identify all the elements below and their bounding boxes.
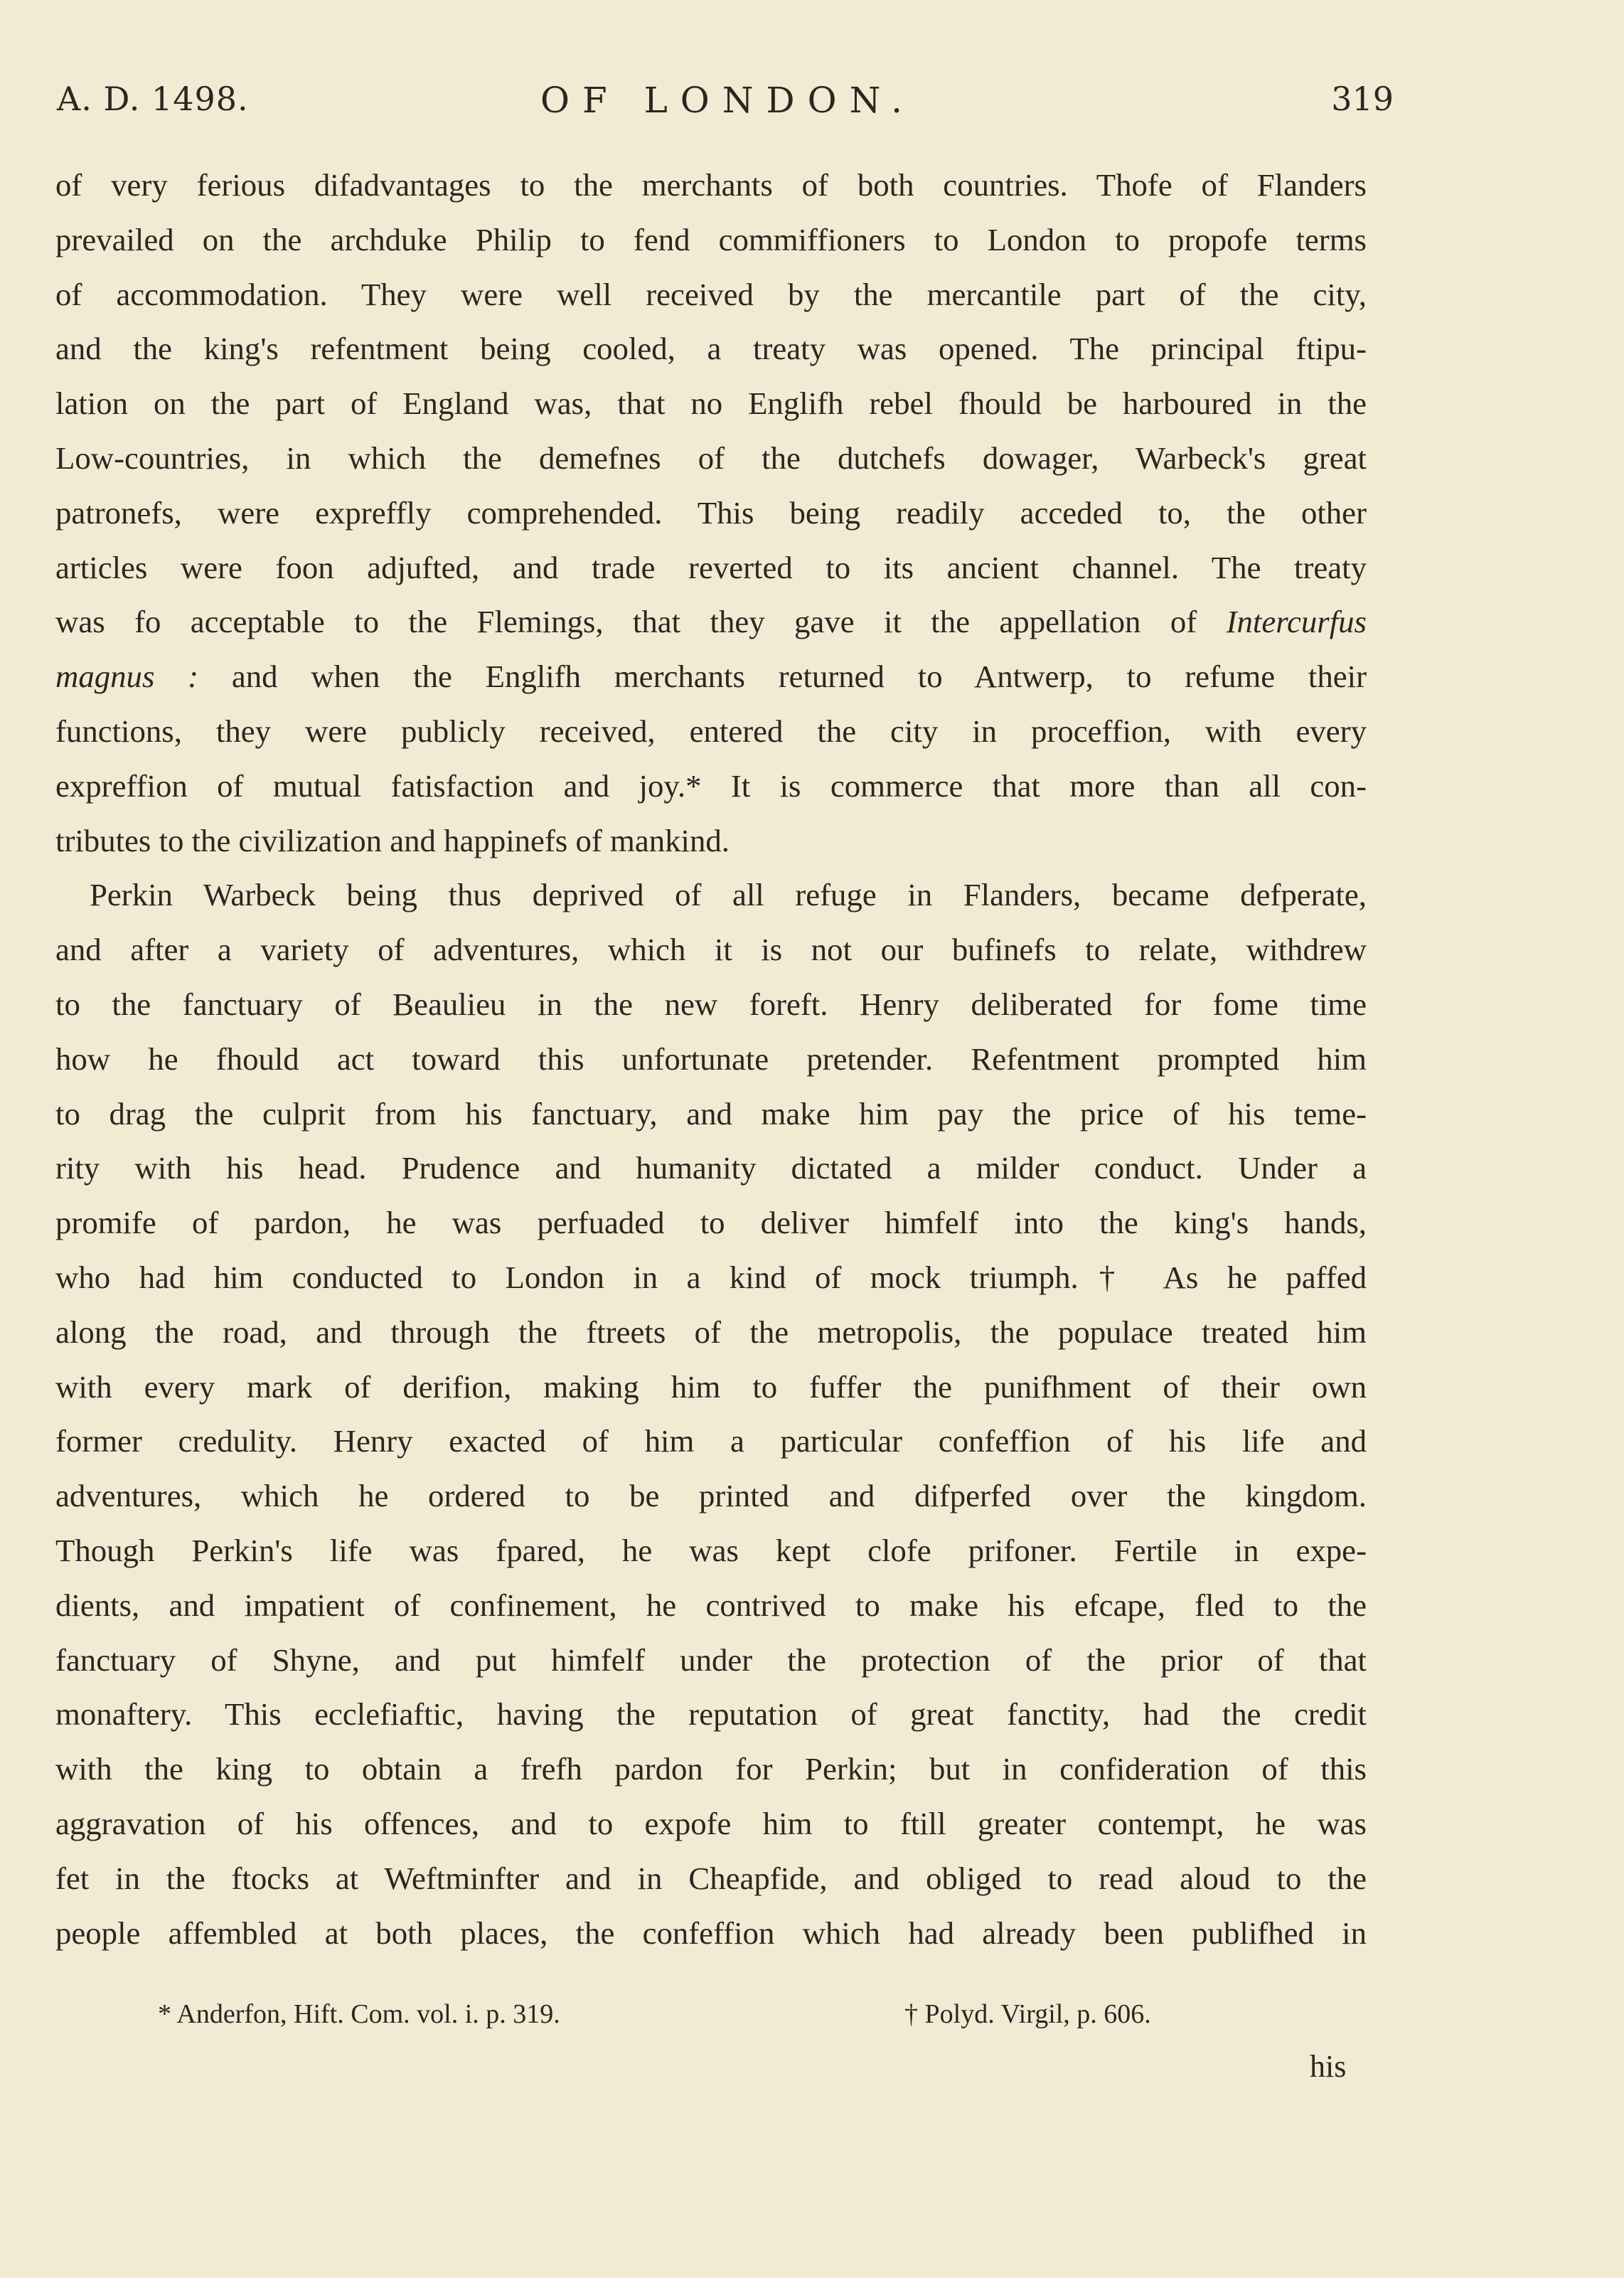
paragraph-start-line: Perkin Warbeck being thus deprived of all refuge in Flanders, became defperate, bbox=[90, 877, 1367, 913]
header-title: OF LONDON. bbox=[540, 80, 916, 121]
text-line: with the king to obtain a frefh pardon for Perkin; but in confideration of this bbox=[55, 1751, 1367, 1787]
text-line: fet in the ftocks at Weftminfter and in Cheapfide, and obliged to read aloud to the bbox=[55, 1860, 1367, 1896]
text-line: people affembled at both places, the confeffion which had already been publifhed in bbox=[55, 1915, 1367, 1951]
text-line: aggravation of his offences, and to expofe him to ftill greater contempt, he was bbox=[55, 1805, 1367, 1841]
text-line: with every mark of derifion, making him to fuffer the punifhment of their own bbox=[55, 1368, 1367, 1405]
text-line bbox=[55, 595, 1367, 649]
text-line: and after a variety of adventures, which it is not our bufinefs to relate, withdrew bbox=[55, 932, 1367, 968]
text-line: patronefs, were expreffly comprehended. This being readily acceded to, the other bbox=[55, 494, 1367, 531]
text-line: rity with his head. Prudence and humanity dictated a milder conduct. Under a bbox=[55, 1150, 1367, 1186]
text-line: Though Perkin's life was fpared, he was kept clofe prifoner. Fertile in expe- bbox=[55, 1532, 1367, 1568]
text-line: dients, and impatient of confinement, he contrived to make his efcape, fled to the bbox=[55, 1587, 1367, 1623]
footnotes bbox=[158, 1998, 1267, 2041]
text-line: articles were foon adjufted, and trade reverted to its ancient channel. The treaty bbox=[55, 549, 1367, 585]
text-line: to drag the culprit from his fanctuary, and make him pay the price of his teme- bbox=[55, 1095, 1367, 1132]
text-line: adventures, which he ordered to be printed and difperfed over the kingdom. bbox=[55, 1478, 1367, 1514]
text-line: of accommodation. They were well received by the mercantile part of the city, bbox=[55, 276, 1367, 312]
text-line: who had him conducted to London in a kind of mock triumph.† As he paffed bbox=[55, 1259, 1367, 1295]
text-line: fanctuary of Shyne, and put himfelf under the protection of the prior of that bbox=[55, 1641, 1367, 1678]
text-line bbox=[55, 649, 1367, 704]
italic-term: magnus : bbox=[55, 659, 199, 695]
text-line: former credulity. Henry exacted of him a particular confeffion of his life and bbox=[55, 1423, 1367, 1459]
text-line: how he fhould act toward this unfortunate pretender. Refentment prompted him bbox=[55, 1040, 1367, 1077]
footnote-polydore-virgil: † Polyd. Virgil, p. 606. bbox=[904, 1999, 1151, 2029]
text-line: monaftery. This ecclefiaftic, having the reputation of great fanctity, had the credit bbox=[55, 1696, 1367, 1733]
catchword: his bbox=[1310, 2049, 1347, 2084]
text-line: expreffion of mutual fatisfaction and joy.* It is commerce that more than all con- bbox=[55, 767, 1367, 804]
text-line: tributes to the civilization and happinefs of mankind. bbox=[55, 822, 730, 858]
page-number: 319 bbox=[1331, 80, 1394, 118]
text-line: functions, they were publicly received, entered the city in proceffion, with every bbox=[55, 713, 1367, 749]
running-header bbox=[57, 80, 1394, 137]
text-line: and the king's refentment being cooled, a treaty was opened. The principal ftipu- bbox=[55, 331, 1367, 367]
text-line: Low-countries, in which the demefnes of the dutchefs dowager, Warbeck's great bbox=[55, 440, 1367, 476]
text-line: lation on the part of England was, that no Englifh rebel fhould be harboured in the bbox=[55, 385, 1367, 422]
line-text: was fo acceptable to the Flemings, that they gave it the appellation of bbox=[55, 604, 1227, 640]
text-line: promife of pardon, he was perfuaded to deliver himfelf into the king's hands, bbox=[55, 1205, 1367, 1241]
italic-term: Intercurfus bbox=[1226, 604, 1367, 640]
text-line: prevailed on the archduke Philip to fend commiffioners to London to propofe terms bbox=[55, 221, 1367, 257]
line-text: and when the Englifh merchants returned to Antwerp, to refume their bbox=[198, 659, 1367, 695]
text-line: along the road, and through the ftreets of the metropolis, the populace treated him bbox=[55, 1314, 1367, 1350]
body-text bbox=[55, 158, 1367, 1960]
text-line: to the fanctuary of Beaulieu in the new foreft. Henry deliberated for fome time bbox=[55, 986, 1367, 1022]
text-line: of very ferious difadvantages to the merchants of both countries. Thofe of Flanders bbox=[55, 167, 1367, 203]
footnote-anderson: * Anderfon, Hift. Com. vol. i. p. 319. bbox=[158, 1999, 560, 2029]
header-year: A. D. 1498. bbox=[57, 80, 249, 118]
